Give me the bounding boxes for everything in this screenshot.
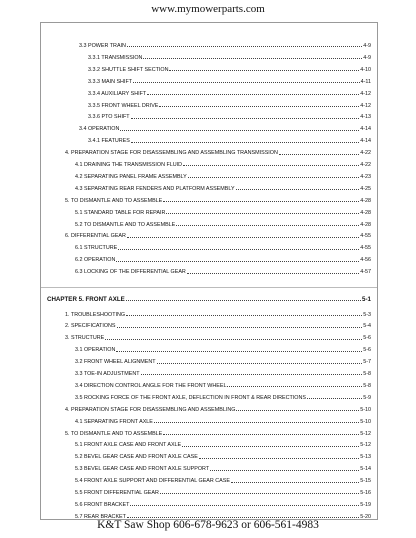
toc-entry-page: 4-13 <box>360 114 371 121</box>
toc-entry-page: 4-28 <box>360 197 371 204</box>
toc-entry-title: 5. TO DISMANTLE AND TO ASSEMBLE <box>65 197 163 204</box>
toc-entry[interactable] <box>75 474 371 484</box>
dot-leader <box>143 58 362 59</box>
toc-entry-title: 3.3 TOE-IN ADJUSTMENT <box>75 371 140 377</box>
toc-entry-page: 4-9 <box>363 54 371 61</box>
dot-leader <box>159 106 359 107</box>
toc-entry-title: 5.1 FRONT AXLE CASE AND FRONT AXLE <box>75 442 182 449</box>
dot-leader <box>118 249 359 250</box>
toc-entry[interactable] <box>75 462 371 472</box>
toc-page <box>40 22 378 520</box>
toc-entry-page: 5-1 <box>362 296 371 303</box>
toc-entry[interactable] <box>75 415 371 425</box>
dot-leader <box>105 339 362 340</box>
toc-entry-title: 5.1 STANDARD TABLE FOR REPAIR <box>75 209 166 216</box>
toc-entry[interactable] <box>65 146 371 156</box>
toc-entry[interactable] <box>75 450 371 460</box>
toc-entry-title: 5.3 BEVEL GEAR CASE AND FRONT AXLE SUPPORT <box>75 466 210 473</box>
dot-leader <box>307 398 362 399</box>
toc-entry-page: 4-14 <box>360 126 371 133</box>
dot-leader <box>236 189 360 190</box>
toc-entry[interactable] <box>75 498 371 508</box>
toc-entry-title: 1. TROUBLESHOOTING <box>65 311 126 318</box>
dot-leader <box>127 46 362 47</box>
toc-entry[interactable] <box>65 403 371 413</box>
toc-entry-page: 4-55 <box>360 245 371 252</box>
toc-entry-page: 5-19 <box>360 501 371 508</box>
toc-entry-title: 5.2 TO DISMANTLE AND TO ASSEMBLE <box>75 221 176 228</box>
dot-leader <box>210 470 359 471</box>
dot-leader <box>231 482 359 483</box>
dot-leader <box>126 315 362 316</box>
toc-entry[interactable] <box>75 182 371 192</box>
toc-entry[interactable] <box>88 51 371 61</box>
toc-entry[interactable] <box>79 39 371 49</box>
toc-entry-title: 3.3.1 TRANSMISSION <box>88 54 143 61</box>
dot-leader <box>279 154 359 155</box>
dot-leader <box>130 505 359 506</box>
toc-entry-page: 5-3 <box>363 311 371 318</box>
toc-entry-page: 5-7 <box>363 359 371 366</box>
toc-entry-title: 3.3.6 PTO SHIFT <box>88 114 130 121</box>
dot-leader <box>141 374 363 375</box>
toc-entry-page: 4-22 <box>360 150 371 157</box>
dot-leader <box>160 493 359 494</box>
toc-entry[interactable] <box>65 229 371 239</box>
toc-entry[interactable] <box>65 308 371 318</box>
dot-leader <box>147 94 359 95</box>
toc-entry-title: 3. STRUCTURE <box>65 335 105 342</box>
toc-entry-title: 6.2 OPERATION <box>75 257 116 264</box>
dot-leader <box>188 177 359 178</box>
toc-entry-title: 3.3.2 SHUTTLE SHIFT SECTION <box>88 66 169 73</box>
dot-leader <box>131 118 360 119</box>
toc-entry-title: 4.3 SEPARATING REAR FENDERS AND PLATFORM ASSEMBLY <box>75 185 235 192</box>
toc-entry-title: 3.3.3 MAIN SHIFT <box>88 78 133 85</box>
dot-leader <box>126 300 361 301</box>
toc-entry-page: 5-10 <box>360 418 371 425</box>
toc-entry-title: 5.4 FRONT AXLE SUPPORT AND DIFFERENTIAL GEAR CASE <box>75 478 230 485</box>
toc-entry-title: 5. TO DISMANTLE AND TO ASSEMBLE <box>65 430 163 437</box>
toc-entry[interactable] <box>65 319 371 329</box>
toc-entry-page: 5-6 <box>363 335 371 342</box>
toc-entry-page: 5-10 <box>360 406 371 413</box>
dot-leader <box>116 351 362 352</box>
dot-leader <box>127 237 359 238</box>
toc-entry[interactable] <box>65 194 371 204</box>
toc-entry[interactable] <box>75 367 371 377</box>
toc-entry-title: 4. PREPARATION STAGE FOR DISASSEMBLING AND ASSEMBLING TRANSMISSION <box>65 150 278 157</box>
dot-leader <box>131 142 359 143</box>
toc-entry-title: 3.3.4 AUXILIARY SHIFT <box>88 90 147 97</box>
toc-entry-page: 5-13 <box>360 454 371 461</box>
toc-entry-page: 4-14 <box>360 138 371 145</box>
toc-entry-title: 3.4 DIRECTION CONTROL ANGLE FOR THE FRONT WHEEL <box>75 382 227 389</box>
dot-leader <box>117 327 363 328</box>
chapter-divider <box>41 287 377 288</box>
toc-entry-title: 3.3.5 FRONT WHEEL DRIVE <box>88 102 159 109</box>
toc-entry[interactable] <box>75 241 371 251</box>
toc-entry-page: 5-20 <box>360 513 371 520</box>
toc-entry-page: 4-10 <box>360 66 371 73</box>
dot-leader <box>227 386 362 387</box>
toc-entry[interactable] <box>88 134 371 144</box>
toc-entry-page: 5-8 <box>363 371 371 377</box>
toc-entry[interactable] <box>75 343 371 353</box>
dot-leader <box>116 261 359 262</box>
toc-entry-page: 5-15 <box>360 478 371 485</box>
toc-entry-title: 6.1 STRUCTURE <box>75 245 118 252</box>
dot-leader <box>120 130 359 131</box>
toc-entry-title: 4.1 SEPARATING FRONT AXLE <box>75 418 153 425</box>
toc-entry-title: 3.3 POWER TRAIN <box>79 43 126 49</box>
toc-entry-title: 2. SPECIFICATIONS <box>65 323 116 330</box>
dot-leader <box>176 225 359 226</box>
toc-entry[interactable] <box>88 99 371 109</box>
toc-entry-page: 5-14 <box>360 466 371 473</box>
toc-entry-title: 5.2 BEVEL GEAR CASE AND FRONT AXLE CASE <box>75 454 198 461</box>
toc-entry[interactable] <box>75 355 371 365</box>
toc-entry-title: 3.5 ROCKING FORCE OF THE FRONT AXLE, DEFLECTION IN FRONT & REAR DIRECTIONS <box>75 394 306 401</box>
header-url: www.mymowerparts.com <box>151 3 265 15</box>
toc-entry[interactable] <box>79 122 371 132</box>
toc-entry-page: 4-12 <box>360 90 371 97</box>
dot-leader <box>154 422 359 423</box>
toc-entry-page: 5-4 <box>363 323 371 330</box>
dot-leader <box>199 458 359 459</box>
toc-entry-title: 5.6 FRONT BRACKET <box>75 501 130 508</box>
dot-leader <box>187 273 359 274</box>
toc-chapter-heading[interactable] <box>47 293 371 303</box>
toc-entry-title: 5.5 FRONT DIFFERENTIAL GEAR <box>75 490 159 496</box>
toc-entry-title: 4.1 DRAINING THE TRANSMISSION FLUID <box>75 162 183 168</box>
toc-entry-page: 4-55 <box>360 233 371 240</box>
toc-entry-title: 4.2 SEPARATING PANEL FRAME ASSEMBLY <box>75 173 187 180</box>
toc-entry-title: 3.1 OPERATION <box>75 347 116 354</box>
toc-entry-page: 5-6 <box>363 347 371 354</box>
toc-entry[interactable] <box>75 391 371 401</box>
toc-entry-page: 4-12 <box>360 102 371 109</box>
toc-entry-page: 5-8 <box>363 382 371 389</box>
dot-leader <box>133 82 360 83</box>
toc-entry[interactable] <box>75 158 371 168</box>
toc-entry[interactable] <box>88 110 371 120</box>
dot-leader <box>183 165 359 166</box>
toc-entry-page: 5-12 <box>360 442 371 449</box>
dot-leader <box>163 434 359 435</box>
toc-entry[interactable] <box>65 427 371 437</box>
toc-entry-title: 6. DIFFERENTIAL GEAR <box>65 233 126 240</box>
toc-entry-page: 5-9 <box>363 394 371 401</box>
toc-entry[interactable] <box>88 87 371 97</box>
toc-entry-title: 3.2 FRONT WHEEL ALIGNMENT <box>75 359 156 366</box>
toc-entry[interactable] <box>75 379 371 389</box>
toc-entry-page: 4-28 <box>360 221 371 228</box>
toc-entry[interactable] <box>75 206 371 216</box>
toc-entry-page: 4-9 <box>363 43 371 49</box>
toc-entry-page: 4-25 <box>360 185 371 192</box>
toc-entry[interactable] <box>88 63 371 73</box>
dot-leader <box>236 410 359 411</box>
toc-entry[interactable] <box>65 331 371 341</box>
dot-leader <box>166 213 359 214</box>
toc-entry-title: 4. PREPARATION STAGE FOR DISASSEMBLING AND ASSEMBLING <box>65 406 236 413</box>
toc-entry-title: 3.4 OPERATION <box>79 126 120 133</box>
toc-entry-page: 4-23 <box>360 173 371 180</box>
footer-contact: K&T Saw Shop 606-678-9623 or 606-561-4983 <box>97 519 319 531</box>
toc-entry[interactable] <box>75 170 371 180</box>
toc-entry-page: 4-56 <box>360 257 371 264</box>
dot-leader <box>157 363 363 364</box>
toc-entry-page: 5-12 <box>360 430 371 437</box>
toc-entry-page: 4-22 <box>360 162 371 168</box>
toc-entry-page: 4-28 <box>360 209 371 216</box>
toc-entry[interactable] <box>75 438 371 448</box>
toc-entry[interactable] <box>75 486 371 496</box>
toc-entry-title: 3.4.1 FEATURES <box>88 138 130 145</box>
toc-entry-page: 4-11 <box>360 78 371 85</box>
toc-entry-title: 6.3 LOCKING OF THE DIFFERENTIAL GEAR <box>75 269 186 276</box>
toc-entry-title: 5.7 REAR BRACKET <box>75 513 126 520</box>
toc-entry-title: CHAPTER 5. FRONT AXLE <box>47 296 125 303</box>
dot-leader <box>169 70 359 71</box>
toc-entry-page: 5-16 <box>360 490 371 496</box>
toc-entry-page: 4-57 <box>360 269 371 276</box>
toc-entry[interactable] <box>75 253 371 263</box>
toc-entry[interactable] <box>88 75 371 85</box>
dot-leader <box>163 201 359 202</box>
toc-entry[interactable] <box>75 218 371 228</box>
toc-entry[interactable] <box>75 265 371 275</box>
dot-leader <box>182 446 359 447</box>
